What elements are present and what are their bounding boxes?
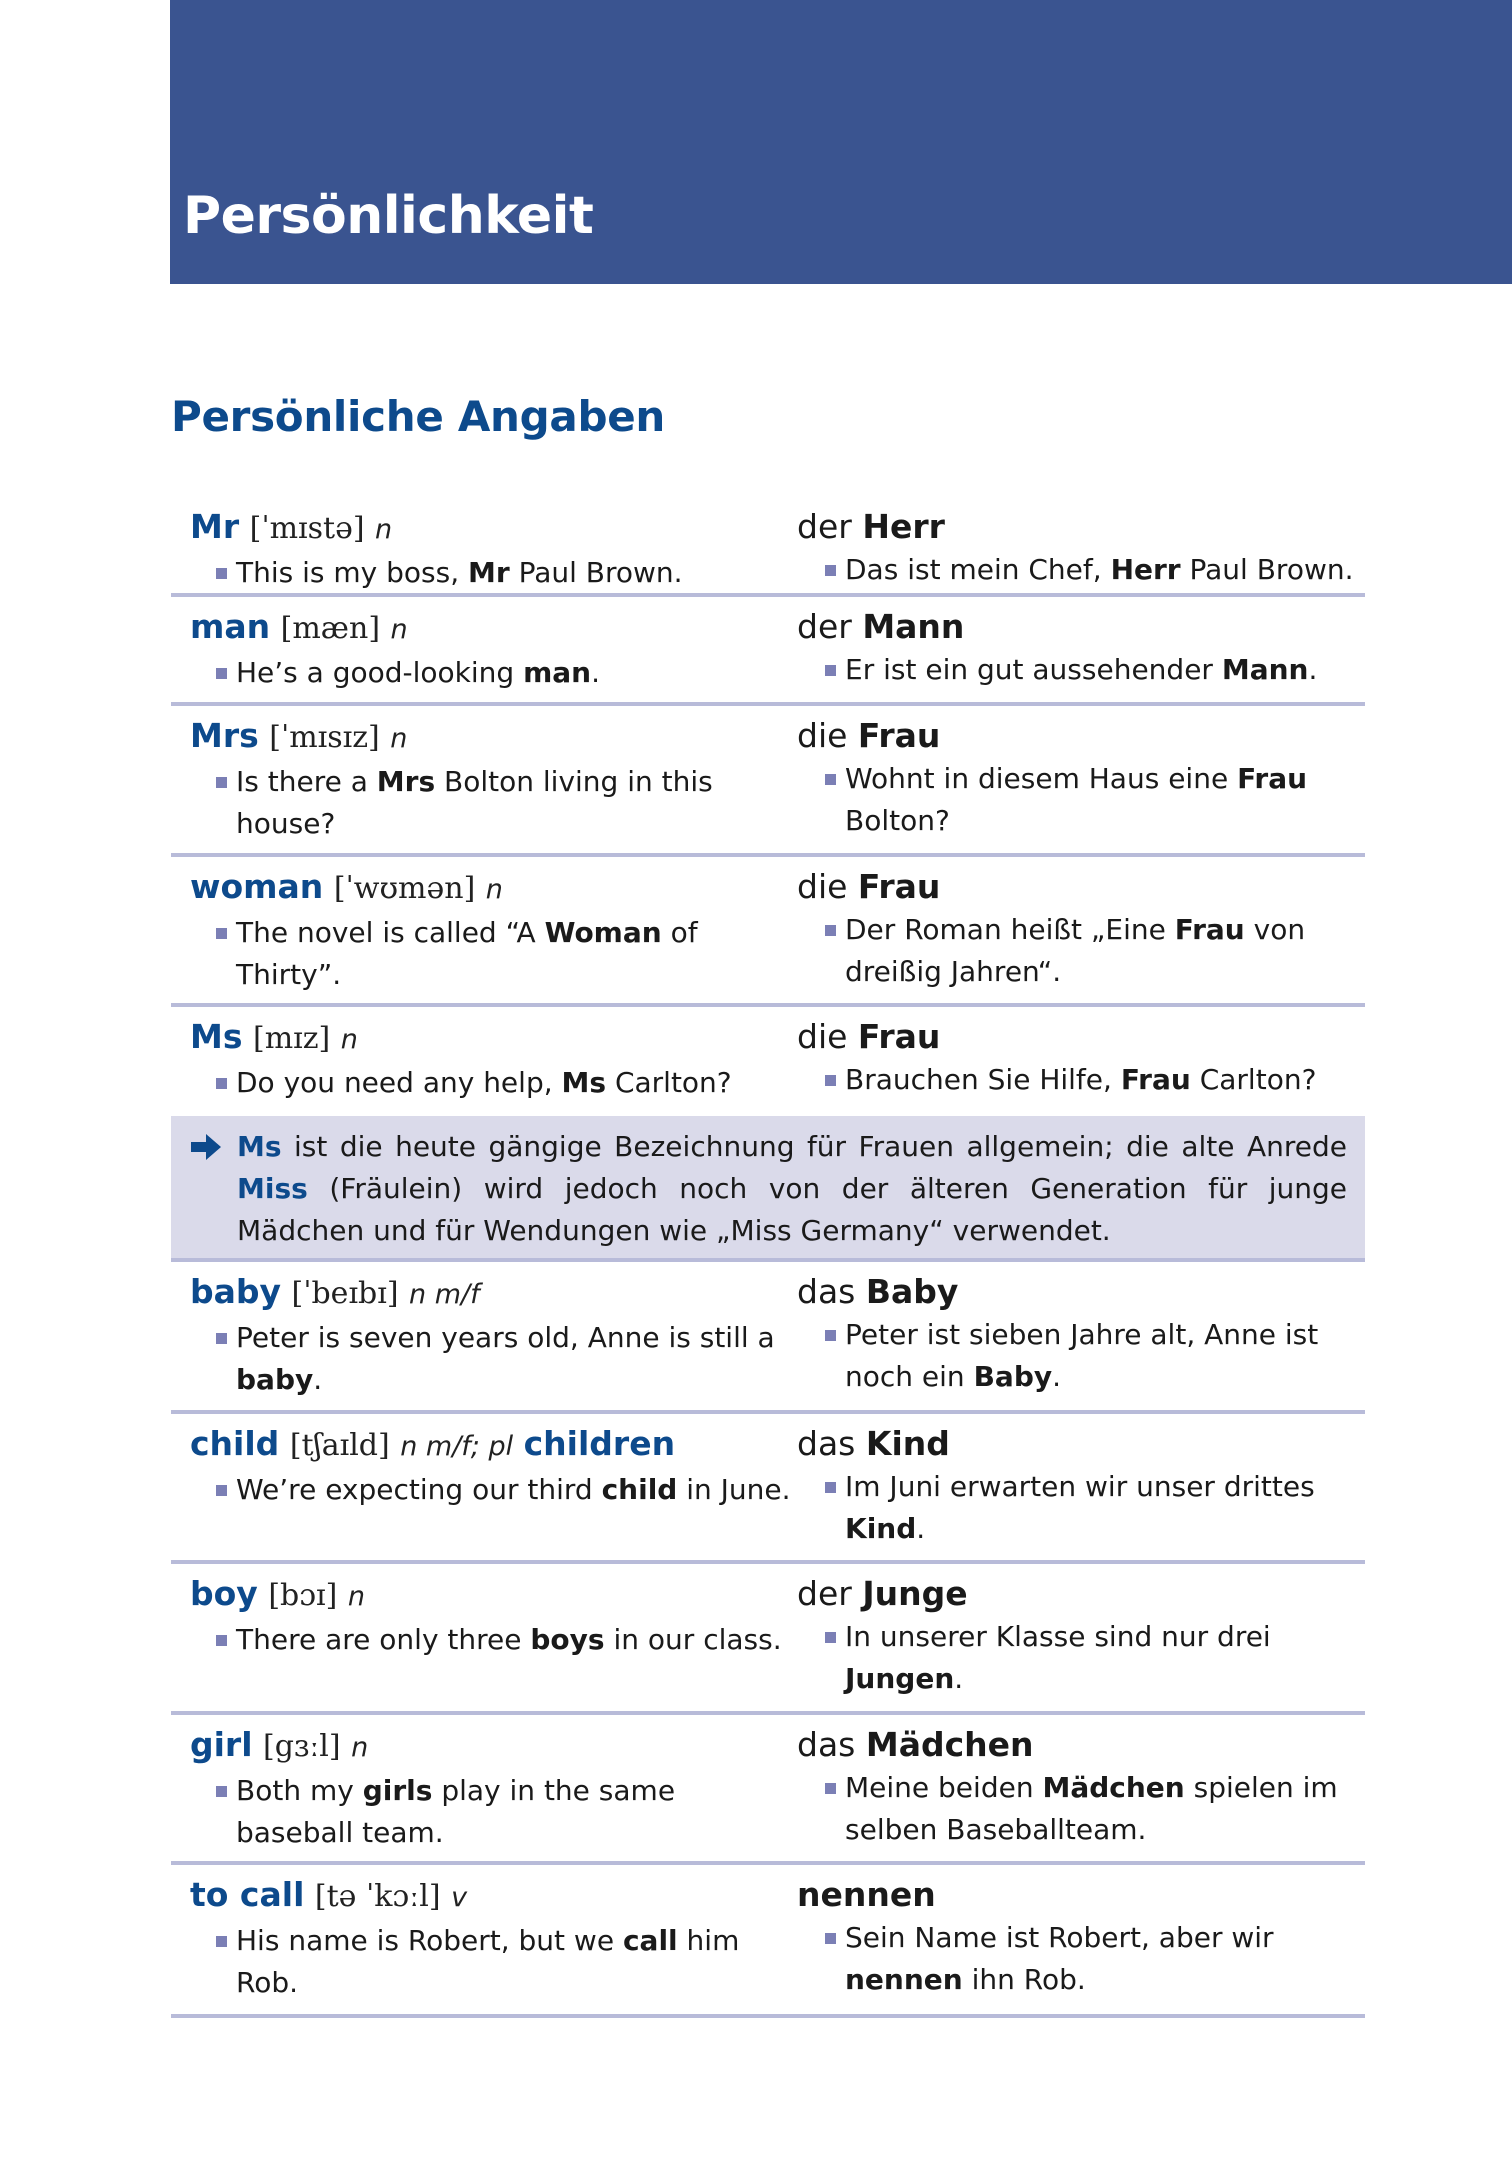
german-column xyxy=(797,857,1365,1003)
english-column xyxy=(171,1564,797,1711)
bullet-icon xyxy=(825,565,836,576)
german-article: der xyxy=(797,507,852,546)
english-column xyxy=(171,1007,797,1116)
pronunciation: [ˈmɪstə] xyxy=(249,511,365,546)
headword: Mr xyxy=(190,507,240,546)
german-column xyxy=(797,597,1365,702)
part-of-speech: n xyxy=(390,614,408,645)
pronunciation: [gɜːl] xyxy=(263,1729,341,1764)
german-word: Junge xyxy=(862,1574,968,1613)
pronunciation: [tə ˈkɔːl] xyxy=(314,1879,441,1914)
headword: Ms xyxy=(190,1017,243,1056)
english-column xyxy=(171,1865,797,2014)
german-word: Frau xyxy=(857,867,941,906)
english-example: Do you need any help, Ms Carlton? xyxy=(190,1062,797,1114)
headword: baby xyxy=(190,1272,282,1311)
german-article: die xyxy=(797,867,848,906)
headword: girl xyxy=(190,1725,253,1764)
german-column xyxy=(797,1262,1365,1410)
english-headword-line xyxy=(190,1414,797,1469)
german-headword-line xyxy=(797,1865,1365,1917)
part-of-speech: n xyxy=(485,874,503,905)
bullet-icon xyxy=(216,1485,227,1496)
part-of-speech: n m/f xyxy=(409,1279,480,1310)
bullet-icon xyxy=(216,1333,227,1344)
german-word: Frau xyxy=(857,716,941,755)
english-example: There are only three boys in our class. xyxy=(190,1619,797,1671)
german-article: die xyxy=(797,716,848,755)
bullet-icon xyxy=(825,1933,836,1944)
german-headword-line xyxy=(797,706,1365,758)
german-headword-line xyxy=(797,1262,1365,1314)
pronunciation: [ˈmɪsɪz] xyxy=(269,720,380,755)
bullet-icon xyxy=(216,777,227,788)
part-of-speech: n xyxy=(351,1732,369,1763)
english-column xyxy=(171,706,797,853)
vocab-row xyxy=(171,497,1365,597)
english-example: His name is Robert, but we call him Rob. xyxy=(190,1920,797,2014)
pronunciation: [tʃaɪld] xyxy=(289,1428,390,1463)
german-headword-line xyxy=(797,497,1365,549)
german-word: Baby xyxy=(865,1272,959,1311)
bullet-icon xyxy=(216,1635,227,1646)
english-example: This is my boss, Mr Paul Brown. xyxy=(190,552,797,604)
english-example: He’s a good-looking man. xyxy=(190,652,797,704)
headword: child xyxy=(190,1424,280,1463)
english-column xyxy=(171,857,797,1003)
vocab-row xyxy=(171,706,1365,857)
english-column xyxy=(171,1414,797,1560)
german-word: Mann xyxy=(862,607,965,646)
vocab-row xyxy=(171,1007,1365,1116)
german-article: der xyxy=(797,607,852,646)
english-column xyxy=(171,1262,797,1410)
english-headword-line xyxy=(190,1007,797,1062)
pronunciation: [ˈwʊmən] xyxy=(333,871,476,906)
bullet-icon xyxy=(216,1786,227,1797)
section-title: Persönliche Angaben xyxy=(171,392,665,441)
english-headword-line xyxy=(190,597,797,652)
german-headword-line xyxy=(797,1414,1365,1466)
english-headword-line xyxy=(190,706,797,761)
german-article: das xyxy=(797,1272,856,1311)
bullet-icon xyxy=(825,665,836,676)
bullet-icon xyxy=(216,1078,227,1089)
plural-form: children xyxy=(523,1424,676,1463)
english-column xyxy=(171,497,797,593)
pronunciation: [bɔɪ] xyxy=(268,1578,338,1613)
german-example: In unserer Klasse sind nur drei Jungen. xyxy=(797,1616,1365,1710)
german-example: Brauchen Sie Hilfe, Frau Carlton? xyxy=(797,1059,1365,1111)
german-column xyxy=(797,1007,1365,1116)
german-article: das xyxy=(797,1424,856,1463)
bullet-icon xyxy=(825,1075,836,1086)
german-column xyxy=(797,1865,1365,2014)
english-headword-line xyxy=(190,1564,797,1619)
german-headword-line xyxy=(797,597,1365,649)
english-headword-line xyxy=(190,497,797,552)
german-example: Er ist ein gut aussehender Mann. xyxy=(797,649,1365,701)
german-word: Frau xyxy=(857,1017,941,1056)
german-word: Herr xyxy=(862,507,945,546)
german-example: Meine beiden Mädchen spielen im selben Baseballteam. xyxy=(797,1767,1365,1861)
headword: boy xyxy=(190,1574,258,1613)
bullet-icon xyxy=(216,928,227,939)
german-example: Im Juni erwarten wir unser drittes Kind. xyxy=(797,1466,1365,1560)
vocabulary-table xyxy=(171,497,1365,2018)
english-headword-line xyxy=(190,1262,797,1317)
chapter-header-bar xyxy=(170,0,1512,284)
english-column xyxy=(171,597,797,702)
headword: to call xyxy=(190,1875,305,1914)
german-article: der xyxy=(797,1574,852,1613)
german-example: Peter ist sieben Jahre alt, Anne ist noch ein Baby. xyxy=(797,1314,1365,1408)
headword: woman xyxy=(190,867,324,906)
english-example: Both my girls play in the same baseball team. xyxy=(190,1770,797,1864)
german-example: Das ist mein Chef, Herr Paul Brown. xyxy=(797,549,1365,601)
german-headword-line xyxy=(797,1564,1365,1616)
bullet-icon xyxy=(216,1936,227,1947)
german-column xyxy=(797,1715,1365,1861)
vocab-row xyxy=(171,1262,1365,1414)
headword: Mrs xyxy=(190,716,259,755)
german-word: nennen xyxy=(797,1875,936,1914)
pronunciation: [mɪz] xyxy=(252,1021,331,1056)
pronunciation: [ˈbeɪbɪ] xyxy=(291,1276,399,1311)
german-column xyxy=(797,1564,1365,1711)
bullet-icon xyxy=(216,568,227,579)
headword: man xyxy=(190,607,271,646)
german-article: die xyxy=(797,1017,848,1056)
english-example: The novel is called “A Woman of Thirty”. xyxy=(190,912,797,1006)
part-of-speech: n m/f; pl xyxy=(400,1431,514,1462)
english-example: Peter is seven years old, Anne is still a baby. xyxy=(190,1317,797,1411)
german-example: Wohnt in diesem Haus eine Frau Bolton? xyxy=(797,758,1365,852)
german-article: das xyxy=(797,1725,856,1764)
chapter-title: Persönlichkeit xyxy=(183,186,594,246)
german-headword-line xyxy=(797,1715,1365,1767)
german-word: Kind xyxy=(865,1424,950,1463)
part-of-speech: n xyxy=(347,1581,365,1612)
english-headword-line xyxy=(190,1865,797,1920)
vocab-row xyxy=(171,1564,1365,1715)
bullet-icon xyxy=(825,1632,836,1643)
part-of-speech: n xyxy=(390,723,408,754)
vocab-row xyxy=(171,1715,1365,1865)
vocab-row xyxy=(171,857,1365,1007)
bullet-icon xyxy=(825,774,836,785)
arrow-right-icon xyxy=(191,1134,221,1160)
german-example: Der Roman heißt „Eine Frau von dreißig Jahren“. xyxy=(797,909,1365,1003)
part-of-speech: n xyxy=(375,514,393,545)
bullet-icon xyxy=(825,1783,836,1794)
german-word: Mädchen xyxy=(865,1725,1034,1764)
english-example: Is there a Mrs Bolton living in this house? xyxy=(190,761,797,855)
german-example: Sein Name ist Robert, aber wir nennen ihn Rob. xyxy=(797,1917,1365,2011)
german-column xyxy=(797,706,1365,853)
german-headword-line xyxy=(797,1007,1365,1059)
bullet-icon xyxy=(216,668,227,679)
english-headword-line xyxy=(190,1715,797,1770)
english-example: We’re expecting our third child in June. xyxy=(190,1469,797,1521)
pronunciation: [mæn] xyxy=(280,611,381,646)
part-of-speech: v xyxy=(451,1882,468,1913)
english-headword-line xyxy=(190,857,797,912)
bullet-icon xyxy=(825,1482,836,1493)
german-headword-line xyxy=(797,857,1365,909)
vocab-row xyxy=(171,1414,1365,1564)
bullet-icon xyxy=(825,1330,836,1341)
usage-note: Ms ist die heute gängige Bezeichnung für Frauen allgemein; die alte Anrede Miss (Fräulein) wird jedoch noch von der älteren Generation für junge Mädchen und für Wendungen wie „Miss Germany“ verwendet. xyxy=(171,1116,1365,1262)
vocab-row xyxy=(171,597,1365,706)
bullet-icon xyxy=(825,925,836,936)
german-column xyxy=(797,1414,1365,1560)
part-of-speech: n xyxy=(340,1024,358,1055)
vocab-row xyxy=(171,1865,1365,2018)
german-column xyxy=(797,497,1365,593)
english-column xyxy=(171,1715,797,1861)
